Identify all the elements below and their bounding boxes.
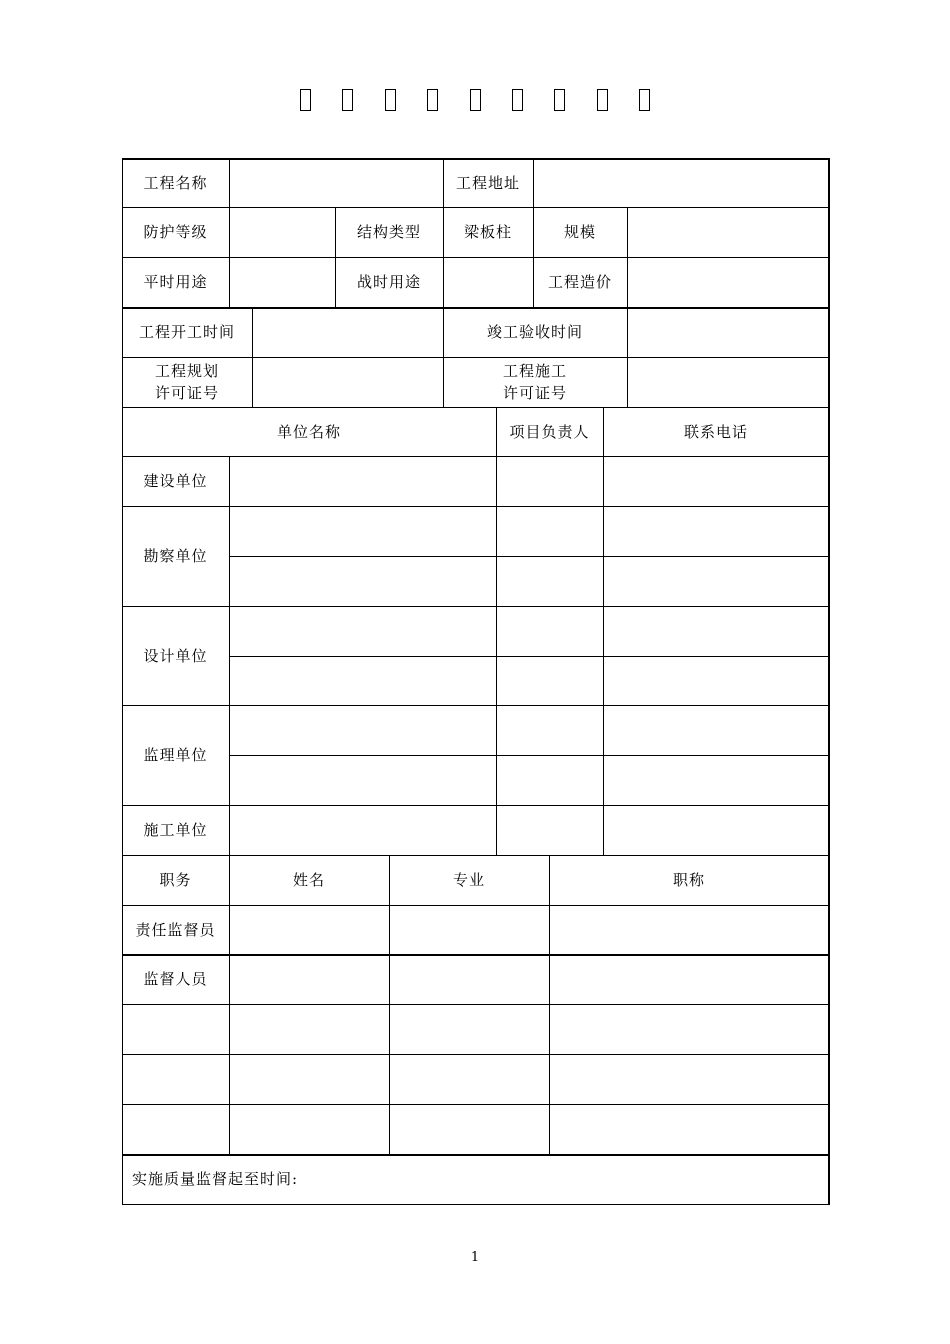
- col-border: [496, 407, 497, 855]
- label-scale: 规模: [563, 223, 596, 241]
- input-protection-level[interactable]: [229, 207, 335, 257]
- value-structure-type: 梁板柱: [463, 223, 512, 241]
- header-title-rank: 职称: [672, 871, 705, 889]
- page-number: 1: [470, 1250, 480, 1265]
- input-scale[interactable]: [627, 207, 829, 257]
- label-protection-level: 防护等级: [143, 223, 208, 241]
- label-chief-supervisor: 责任监督员: [135, 920, 216, 939]
- title-glyph: [300, 89, 311, 111]
- header-position: 职务: [159, 871, 192, 889]
- title-glyph: [342, 89, 353, 111]
- col-border: [229, 456, 230, 855]
- input-project-cost[interactable]: [627, 257, 829, 307]
- row-border: [229, 755, 829, 756]
- label-supervisors: 监督人员: [143, 970, 208, 988]
- input-start-time[interactable]: [252, 307, 443, 357]
- label-wartime-use: 战时用途: [356, 273, 421, 291]
- title-glyph: [470, 89, 481, 111]
- label-structure-type: 结构类型: [356, 223, 421, 241]
- title-glyph: [512, 89, 523, 111]
- input-peacetime-use[interactable]: [229, 257, 335, 307]
- input-project-name[interactable]: [229, 158, 443, 207]
- row-border: [229, 556, 829, 557]
- header-contact-phone: 联系电话: [683, 422, 748, 441]
- input-construction-permit[interactable]: [627, 357, 829, 407]
- header-unit-name: 单位名称: [276, 422, 341, 441]
- document-title-glyphs: [300, 86, 650, 114]
- header-specialty: 专业: [452, 871, 485, 889]
- label-builder-unit: 建设单位: [143, 472, 208, 490]
- label-start-time: 工程开工时间: [138, 323, 235, 341]
- title-glyph: [427, 89, 438, 111]
- label-project-address: 工程地址: [455, 173, 520, 192]
- label-planning-permit: 工程规划 许可证号: [154, 362, 219, 402]
- label-project-cost: 工程造价: [547, 273, 612, 291]
- header-name: 姓名: [292, 871, 325, 889]
- label-construction-unit: 施工单位: [143, 821, 208, 839]
- title-glyph: [639, 89, 650, 111]
- input-acceptance-time[interactable]: [627, 307, 829, 357]
- label-construction-permit: 工程施工 许可证号: [502, 362, 567, 402]
- title-glyph: [385, 89, 396, 111]
- label-design-unit: 设计单位: [143, 646, 208, 665]
- input-planning-permit[interactable]: [252, 357, 443, 407]
- title-glyph: [597, 89, 608, 111]
- label-peacetime-use: 平时用途: [143, 273, 208, 291]
- row-border: [122, 1204, 829, 1205]
- input-project-address[interactable]: [533, 158, 829, 207]
- title-glyph: [554, 89, 565, 111]
- input-wartime-use[interactable]: [443, 257, 533, 307]
- header-project-leader: 项目负责人: [509, 422, 590, 441]
- label-supervision-period: 实施质量监督起至时间:: [132, 1170, 299, 1188]
- row-border: [229, 656, 829, 657]
- supervision-form-table: [122, 158, 829, 1205]
- label-supervision-unit: 监理单位: [143, 746, 208, 764]
- label-acceptance-time: 竣工验收时间: [486, 323, 583, 341]
- col-border: [603, 407, 604, 855]
- label-survey-unit: 勘察单位: [143, 547, 208, 565]
- label-project-name: 工程名称: [143, 173, 208, 192]
